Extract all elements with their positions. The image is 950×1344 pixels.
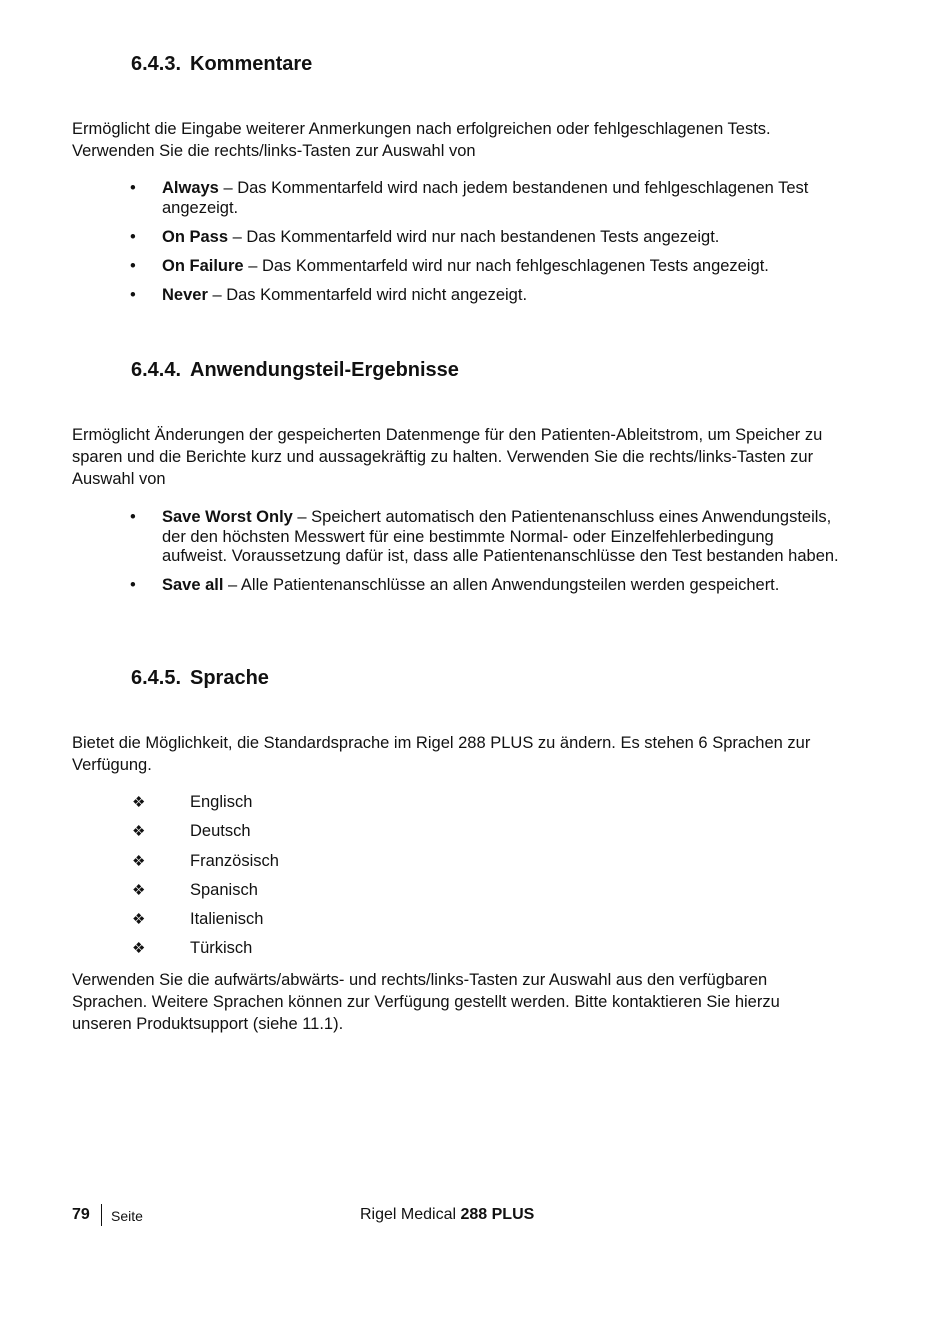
product-prefix: Rigel Medical (360, 1206, 461, 1223)
option-text: – Speichert automatisch den Patientenanschluss eines Anwendungsteils, der den höchsten Messwert für eine bestimmte Normal- oder Einzelfehlerbedingung aufweist. Voraussetzung dafür ist, dass alle Patientenanschlüsse den Test bestanden haben. (162, 508, 839, 565)
language-label: Spanisch (190, 880, 258, 899)
section-title: Kommentare (190, 53, 313, 75)
section-intro: Ermöglicht die Eingabe weiterer Anmerkungen nach erfolgreichen oder fehlgeschlagenen Tests. Verwenden Sie die rechts/links-Tasten zur Auswahl von (72, 120, 771, 160)
list-item (72, 847, 572, 876)
page-number: 79 (72, 1206, 90, 1223)
section-heading-kommentare (131, 52, 312, 76)
language-label: Englisch (190, 793, 253, 811)
section-number: 6.4.4. (131, 359, 182, 381)
diamond-bullet-icon: ❖ (132, 881, 146, 899)
language-label: Deutsch (190, 822, 251, 841)
section-heading-anwendungsteil (131, 358, 459, 382)
option-term: On Pass (162, 227, 229, 246)
list-item (72, 788, 572, 817)
result-options-list (72, 508, 842, 605)
page-footer (72, 1204, 872, 1228)
option-text: – Das Kommentarfeld wird nicht angezeigt. (207, 285, 528, 304)
list-item (72, 576, 842, 596)
option-text: – Alle Patientenanschlüsse an allen Anwendungsteilen werden gespeichert. (223, 576, 780, 594)
list-item (72, 257, 842, 277)
bullet-icon: • (130, 508, 136, 526)
language-label: Türkisch (190, 939, 253, 958)
list-item (72, 179, 842, 218)
bullet-icon: • (130, 285, 136, 304)
list-item (72, 508, 842, 567)
list-item (72, 876, 572, 905)
option-term: Save all (162, 576, 224, 594)
bullet-icon: • (130, 576, 136, 594)
section-title: Anwendungsteil-Ergebnisse (190, 359, 459, 381)
section-intro: Bietet die Möglichkeit, die Standardsprache im Rigel 288 PLUS zu ändern. Es stehen 6 Sprachen zur Verfügung. (72, 734, 811, 774)
option-term: Always (162, 179, 219, 197)
option-term: Never (162, 285, 208, 304)
list-item (72, 905, 572, 934)
section-number: 6.4.3. (131, 53, 182, 75)
diamond-bullet-icon: ❖ (132, 794, 146, 811)
diamond-bullet-icon: ❖ (132, 823, 146, 841)
list-item (72, 228, 842, 248)
option-text: – Das Kommentarfeld wird nach jedem bestandenen und fehlgeschlagenen Test angezeigt. (162, 179, 809, 217)
bullet-icon: • (130, 227, 136, 246)
bullet-icon: • (130, 179, 136, 197)
section-number: 6.4.5. (131, 667, 182, 689)
option-term: On Failure (162, 256, 244, 275)
section-heading-sprache (131, 666, 269, 690)
language-label: Italienisch (190, 910, 264, 929)
page-label: Seite (111, 1208, 143, 1224)
list-item (72, 286, 842, 306)
footer-divider (101, 1204, 102, 1226)
product-model: 288 PLUS (460, 1206, 535, 1223)
diamond-bullet-icon: ❖ (132, 940, 146, 958)
diamond-bullet-icon: ❖ (132, 852, 146, 870)
section-outro: Verwenden Sie die aufwärts/abwärts- und rechts/links-Tasten zur Auswahl aus den verfügbaren Sprachen. Weitere Sprachen können zur Verfügung gestellt werden. Bitte kontaktieren Sie hierzu unseren Produktsupport (siehe 11.1). (72, 971, 780, 1033)
option-text: – Das Kommentarfeld wird nur nach bestandenen Tests angezeigt. (228, 227, 720, 246)
language-label: Französisch (190, 851, 279, 870)
list-item (72, 934, 572, 963)
diamond-bullet-icon: ❖ (132, 911, 146, 929)
option-text: – Das Kommentarfeld wird nur nach fehlgeschlagenen Tests angezeigt. (243, 256, 769, 275)
language-list (72, 788, 572, 964)
section-title: Sprache (190, 667, 269, 689)
option-term: Save Worst Only (162, 508, 293, 526)
bullet-icon: • (130, 256, 136, 275)
product-name (360, 1206, 534, 1224)
section-intro: Ermöglicht Änderungen der gespeicherten Datenmenge für den Patienten-Ableitstrom, um Speicher zu sparen und die Berichte kurz und aussagekräftig zu halten. Verwenden Sie die rechts/links-Tasten zur Auswahl von (72, 426, 823, 488)
list-item (72, 817, 572, 846)
comment-options-list (72, 179, 842, 315)
